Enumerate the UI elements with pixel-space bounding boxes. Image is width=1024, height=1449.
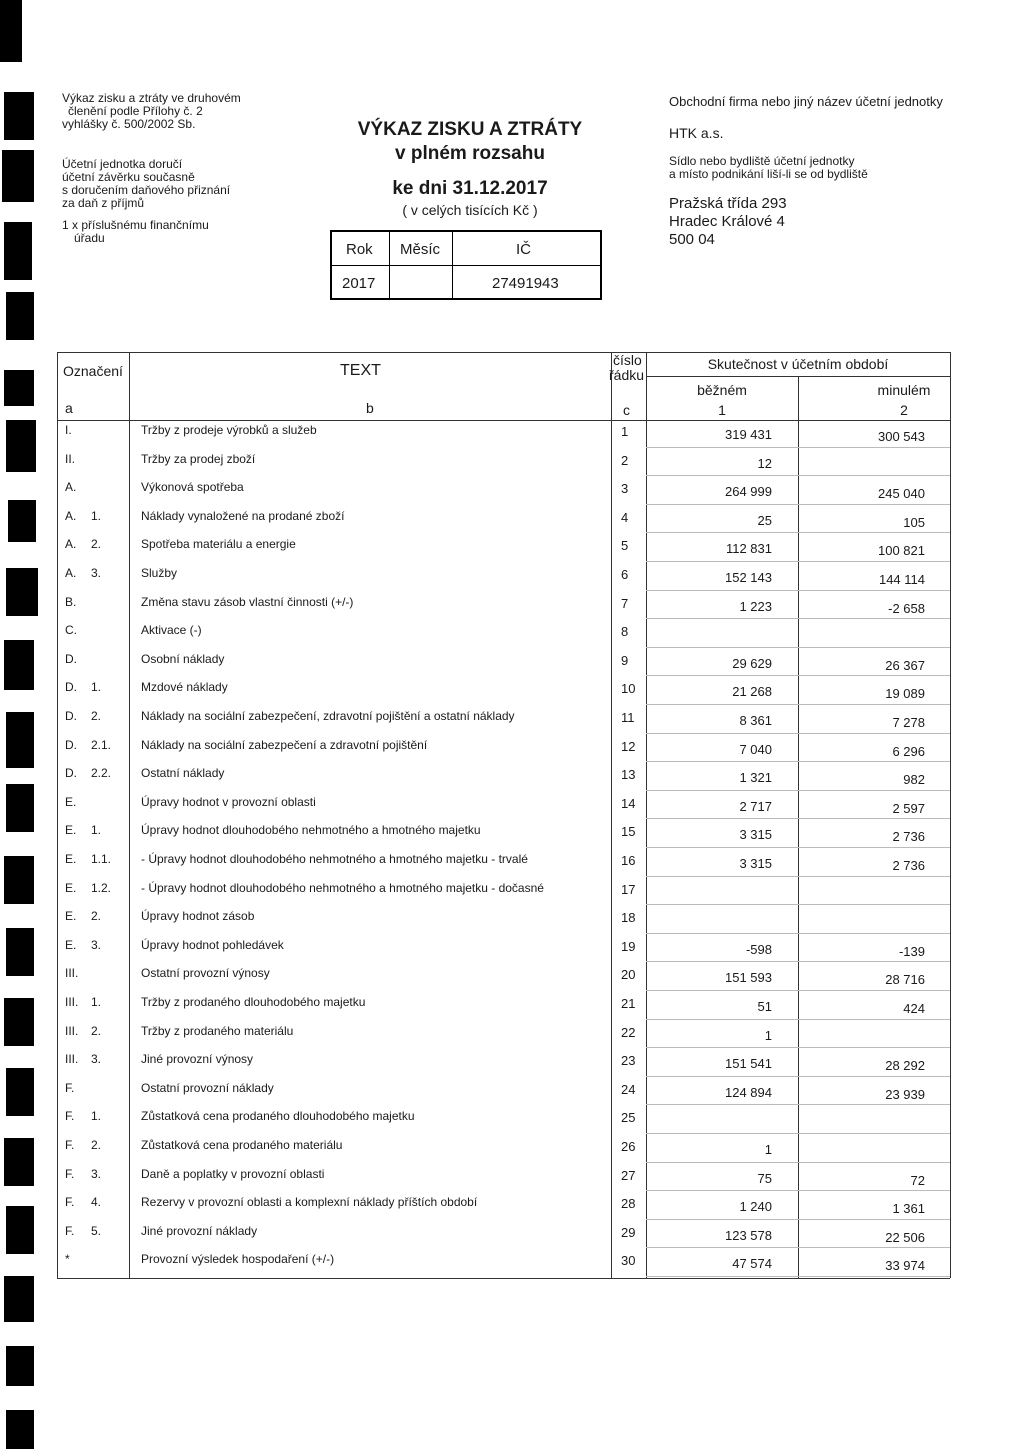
scan-mark [4, 1138, 34, 1186]
row-marker: D. [65, 709, 77, 723]
row-previous-value: 144 114 [878, 572, 925, 587]
row-sub-marker: 1. [91, 680, 102, 695]
row-text: Zůstatková cena prodaného dlouhodobého majetku [141, 1109, 415, 1124]
row-previous-value: 19 089 [885, 686, 925, 702]
row-current-value: 3 315 [739, 827, 772, 843]
note-line: Účetní jednotka doručí [62, 157, 183, 171]
row-previous-value: 33 974 [885, 1258, 925, 1274]
row-text: Tržby z prodeje výrobků a služeb [141, 423, 317, 437]
row-sub-marker: 3. [91, 1166, 102, 1181]
row-text: - Úpravy hodnot dlouhodobého nehmotného a hmotného majetku - dočasné [141, 880, 544, 895]
scan-mark [6, 784, 34, 832]
report-date: ke dni 31.12.2017 [392, 178, 548, 199]
note-line: Výkaz zisku a ztráty ve druhovém [62, 91, 241, 105]
row-line-number: 2 [621, 452, 629, 468]
row-previous-value: 2 736 [892, 829, 925, 845]
scan-mark [6, 1410, 34, 1449]
row-rule [646, 733, 950, 734]
row-current-value: 21 268 [732, 684, 772, 700]
row-current-value: 124 894 [725, 1084, 772, 1100]
row-marker: E. [65, 937, 77, 952]
row-current-value: 151 541 [725, 1056, 772, 1072]
row-rule [646, 1133, 950, 1134]
row-previous-value: -2 658 [888, 600, 925, 616]
scan-mark [4, 370, 34, 406]
row-text: Zůstatková cena prodaného materiálu [141, 1138, 343, 1152]
rule [611, 352, 612, 1278]
report-title: VÝKAZ ZISKU A ZTRÁTY [357, 119, 583, 140]
row-previous-value: 28 716 [885, 972, 925, 988]
row-rule [646, 990, 950, 991]
scan-mark [8, 500, 36, 542]
row-line-number: 3 [621, 481, 629, 497]
row-line-number: 26 [621, 1139, 636, 1154]
row-text: Výkonová spotřeba [141, 480, 244, 495]
header-1: 1 [718, 402, 726, 418]
row-line-number: 7 [621, 595, 629, 611]
row-text: Osobní náklady [141, 651, 225, 666]
row-sub-marker: 3. [91, 1052, 102, 1067]
firm-name: HTK a.s. [669, 125, 724, 141]
row-line-number: 21 [621, 996, 636, 1011]
scan-mark [0, 0, 22, 62]
row-rule [646, 961, 950, 962]
row-previous-value: 26 367 [885, 657, 925, 673]
row-current-value: 1 240 [739, 1199, 772, 1215]
row-previous-value: 22 506 [885, 1229, 925, 1245]
rok-value: 2017 [342, 275, 376, 292]
row-sub-marker: 1. [91, 995, 102, 1009]
row-line-number: 19 [621, 938, 636, 954]
row-text: Rezervy v provozní oblasti a komplexní náklady příštích období [141, 1195, 478, 1210]
row-line-number: 23 [621, 1053, 636, 1069]
rule [57, 352, 58, 1278]
row-previous-value: 982 [903, 772, 925, 788]
row-rule [646, 847, 950, 848]
row-previous-value: 424 [903, 1001, 925, 1016]
row-marker: D. [65, 680, 77, 695]
row-current-value: 319 431 [725, 427, 772, 442]
row-rule [646, 561, 950, 562]
header-bezne: běžném [697, 382, 747, 398]
row-rule [646, 475, 950, 476]
row-previous-value: -139 [898, 943, 925, 959]
row-rule [646, 704, 950, 705]
row-rule [646, 1076, 950, 1077]
address-line: Hradec Králové 4 [669, 213, 785, 230]
row-sub-marker: 1. [91, 823, 102, 838]
row-current-value: 51 [757, 999, 772, 1014]
row-previous-value: 105 [903, 514, 925, 530]
row-marker: E. [65, 794, 77, 809]
row-rule [646, 933, 950, 934]
row-rule [646, 675, 950, 676]
row-text: Spotřeba materiálu a energie [141, 537, 296, 552]
row-line-number: 10 [621, 681, 636, 697]
row-line-number: 28 [621, 1196, 636, 1212]
row-sub-marker: 2. [91, 1023, 102, 1038]
note-line: s doručením daňového přiznání [62, 183, 231, 197]
row-text: - Úpravy hodnot dlouhodobého nehmotného a hmotného majetku - trvalé [141, 852, 528, 866]
row-rule [646, 1219, 950, 1220]
row-marker: III. [65, 1023, 79, 1038]
row-current-value: 151 593 [725, 970, 772, 986]
row-line-number: 11 [621, 710, 635, 725]
row-line-number: 16 [621, 853, 636, 868]
scan-mark [6, 568, 38, 616]
row-previous-value: 2 597 [892, 800, 925, 816]
scan-mark [4, 222, 32, 280]
row-marker: E. [65, 823, 77, 838]
row-rule [646, 1019, 950, 1020]
row-previous-value: 300 543 [878, 429, 925, 444]
row-text: Tržby za prodej zboží [141, 451, 256, 466]
row-line-number: 8 [621, 624, 629, 640]
row-current-value: 152 143 [725, 570, 772, 585]
header-b: b [366, 400, 374, 416]
row-rule [646, 647, 950, 648]
row-previous-value: 100 821 [878, 543, 925, 559]
row-rule [646, 590, 950, 591]
row-line-number: 15 [621, 824, 636, 840]
row-marker: E. [65, 852, 77, 866]
row-current-value: 8 361 [739, 713, 772, 728]
note-line: 1 x příslušnému finančnímu [62, 218, 209, 232]
note-line: úřadu [74, 231, 105, 245]
row-line-number: 27 [621, 1167, 636, 1183]
report-subtitle: v plném rozsahu [395, 143, 545, 164]
row-rule [646, 1104, 950, 1105]
row-current-value: 29 629 [732, 655, 772, 671]
scan-mark [6, 420, 36, 472]
scan-mark [4, 1276, 34, 1322]
row-line-number: 17 [621, 881, 636, 897]
row-text: Jiné provozní výnosy [141, 1052, 254, 1067]
row-sub-marker: 1. [91, 1109, 102, 1124]
row-previous-value: 2 736 [892, 858, 925, 873]
row-current-value: 264 999 [725, 484, 772, 500]
row-current-value: 112 831 [725, 541, 772, 557]
row-sub-marker: 4. [91, 1195, 102, 1210]
row-line-number: 9 [621, 652, 629, 668]
row-current-value: 1 223 [739, 598, 772, 614]
row-text: Služby [141, 566, 178, 580]
row-text: Úpravy hodnot dlouhodobého nehmotného a hmotného majetku [141, 823, 481, 838]
row-marker: F. [65, 1166, 75, 1181]
row-text: Úpravy hodnot zásob [141, 909, 255, 924]
ic-value: 27491943 [492, 275, 559, 292]
note-line: vyhlášky č. 500/2002 Sb. [62, 117, 196, 131]
row-sub-marker: 2. [91, 537, 102, 552]
rok-label: Rok [346, 241, 373, 258]
row-text: Úpravy hodnot v provozní oblasti [141, 794, 316, 809]
scan-mark [6, 1346, 34, 1386]
header-text: TEXT [340, 362, 381, 379]
row-marker: III. [65, 966, 79, 981]
row-previous-value: 28 292 [885, 1058, 925, 1074]
report-units: ( v celých tisících Kč ) [402, 202, 538, 218]
row-sub-marker: 2. [91, 709, 102, 723]
row-line-number: 22 [621, 1024, 636, 1040]
row-rule [646, 1276, 950, 1277]
row-text: Jiné provozní náklady [141, 1223, 258, 1238]
row-rule [646, 447, 950, 448]
identification-box [330, 230, 602, 300]
seat-label: a místo podnikání liší-li se od bydliště [669, 167, 868, 181]
row-marker: F. [65, 1080, 75, 1095]
scan-mark [6, 1068, 34, 1116]
seat-label: Sídlo nebo bydliště účetní jednotky [669, 154, 855, 168]
report-header [320, 118, 620, 218]
row-sub-marker: 3. [91, 566, 102, 580]
row-marker: * [65, 1252, 70, 1267]
row-marker: A. [65, 480, 77, 495]
header-cislo: číslo [613, 352, 642, 368]
header-2: 2 [900, 402, 908, 418]
row-marker: B. [65, 594, 77, 609]
row-text: Náklady na sociální zabezpečení, zdravotní pojištění a ostatní náklady [141, 709, 515, 723]
row-current-value: 75 [757, 1170, 772, 1186]
scan-mark [6, 1206, 34, 1254]
row-sub-marker: 2.2. [91, 766, 112, 781]
form-notes [62, 92, 282, 245]
row-current-value: 47 574 [732, 1256, 772, 1272]
row-marker: D. [65, 651, 77, 666]
header-c: c [623, 402, 630, 418]
row-current-value: 3 315 [739, 856, 772, 871]
row-previous-value: 72 [910, 1172, 925, 1188]
mesic-label: Měsíc [400, 241, 441, 258]
row-rule [646, 790, 950, 791]
row-text: Ostatní provozní náklady [141, 1080, 274, 1095]
scan-mark [4, 640, 34, 690]
note-line: členění podle Přílohy č. 2 [68, 104, 203, 118]
row-current-value: 2 717 [739, 798, 772, 814]
row-current-value: 25 [757, 512, 772, 528]
row-line-number: 1 [621, 424, 629, 439]
header-minule: minulém [877, 382, 931, 398]
row-line-number: 20 [621, 967, 636, 983]
header-oznaceni: Označení [63, 363, 123, 379]
scan-mark [4, 92, 34, 140]
row-text: Tržby z prodaného dlouhodobého majetku [141, 995, 366, 1009]
rule [950, 352, 951, 1278]
row-marker: A. [65, 537, 77, 552]
row-sub-marker: 2. [91, 1138, 102, 1152]
row-text: Změna stavu zásob vlastní činnosti (+/-) [141, 594, 354, 609]
row-marker: D. [65, 737, 77, 752]
row-line-number: 14 [621, 795, 636, 811]
row-marker: A. [65, 566, 77, 580]
row-line-number: 18 [621, 910, 636, 926]
note-line: účetní závěrku současně [62, 170, 195, 184]
row-line-number: 25 [621, 1110, 636, 1126]
row-text: Náklady vynaložené na prodané zboží [141, 508, 345, 523]
row-line-number: 24 [621, 1081, 636, 1097]
row-marker: III. [65, 995, 79, 1009]
row-marker: F. [65, 1195, 75, 1210]
row-sub-marker: 3. [91, 937, 102, 952]
ic-label: IČ [516, 241, 531, 258]
row-sub-marker: 2. [91, 909, 102, 924]
scan-mark [6, 712, 34, 768]
entity-info [669, 94, 969, 249]
row-rule [646, 1247, 950, 1248]
row-previous-value: 245 040 [878, 486, 925, 502]
row-sub-marker: 1.2. [91, 880, 112, 895]
row-rule [646, 904, 950, 905]
row-previous-value: 7 278 [892, 715, 925, 730]
row-text: Provozní výsledek hospodaření (+/-) [141, 1252, 335, 1267]
scan-mark [4, 998, 34, 1046]
row-text: Náklady na sociální zabezpečení a zdravotní pojištění [141, 737, 428, 752]
row-line-number: 29 [621, 1224, 636, 1240]
row-text: Tržby z prodaného materiálu [141, 1023, 294, 1038]
row-rule [646, 1190, 950, 1191]
address-line: 500 04 [669, 231, 715, 248]
row-marker: E. [65, 909, 77, 924]
row-previous-value: 1 361 [892, 1201, 925, 1217]
row-previous-value: 6 296 [892, 743, 925, 759]
row-current-value: -598 [745, 941, 772, 957]
row-current-value: 1 [764, 1142, 772, 1157]
rule [798, 376, 799, 1278]
row-text: Úpravy hodnot pohledávek [141, 937, 284, 952]
row-rule [646, 761, 950, 762]
row-marker: F. [65, 1223, 75, 1238]
rule [129, 352, 130, 1278]
rule [57, 352, 950, 353]
row-line-number: 30 [621, 1253, 636, 1269]
row-rule [646, 532, 950, 533]
row-line-number: 5 [621, 538, 629, 554]
row-previous-value: 23 939 [885, 1086, 925, 1102]
row-sub-marker: 1.1. [91, 852, 112, 866]
header-skutecnost: Skutečnost v účetním období [707, 356, 889, 372]
row-current-value: 1 321 [739, 770, 772, 786]
row-sub-marker: 1. [91, 508, 102, 523]
row-marker: I. [65, 423, 72, 437]
note-line: za daň z příjmů [62, 196, 145, 210]
row-marker: F. [65, 1109, 75, 1124]
row-current-value: 12 [757, 455, 772, 471]
scan-edge [0, 0, 38, 1449]
rule [57, 420, 950, 421]
row-rule [646, 618, 950, 619]
scan-mark [6, 928, 34, 976]
row-marker: II. [65, 451, 76, 466]
row-line-number: 12 [621, 738, 636, 754]
header-a: a [65, 400, 73, 416]
row-text: Mzdové náklady [141, 680, 228, 695]
row-text: Aktivace (-) [141, 623, 202, 638]
row-rule [646, 818, 950, 819]
row-rule [646, 1162, 950, 1163]
rule [57, 1278, 950, 1279]
row-line-number: 6 [621, 567, 629, 582]
row-marker: E. [65, 880, 77, 895]
row-text: Ostatní provozní výnosy [141, 966, 270, 981]
row-current-value: 1 [764, 1027, 772, 1043]
row-rule [646, 876, 950, 877]
scan-mark [2, 150, 34, 202]
row-sub-marker: 5. [91, 1223, 102, 1238]
row-current-value: 7 040 [739, 741, 772, 757]
header-cislo: řádku [609, 367, 645, 383]
row-text: Daně a poplatky v provozní oblasti [141, 1166, 325, 1181]
row-line-number: 13 [621, 767, 636, 783]
row-marker: C. [65, 623, 77, 638]
scan-mark [6, 292, 34, 340]
row-marker: III. [65, 1052, 79, 1067]
row-rule [646, 1047, 950, 1048]
row-rule [646, 504, 950, 505]
firm-label: Obchodní firma nebo jiný název účetní jednotky [669, 94, 943, 109]
row-sub-marker: 2.1. [91, 737, 112, 752]
row-line-number: 4 [621, 509, 629, 525]
row-current-value: 123 578 [725, 1227, 772, 1243]
row-text: Ostatní náklady [141, 766, 225, 781]
address-line: Pražská třída 293 [669, 195, 787, 212]
row-marker: D. [65, 766, 77, 781]
row-marker: F. [65, 1138, 75, 1152]
scan-mark [4, 856, 34, 904]
row-marker: A. [65, 508, 77, 523]
